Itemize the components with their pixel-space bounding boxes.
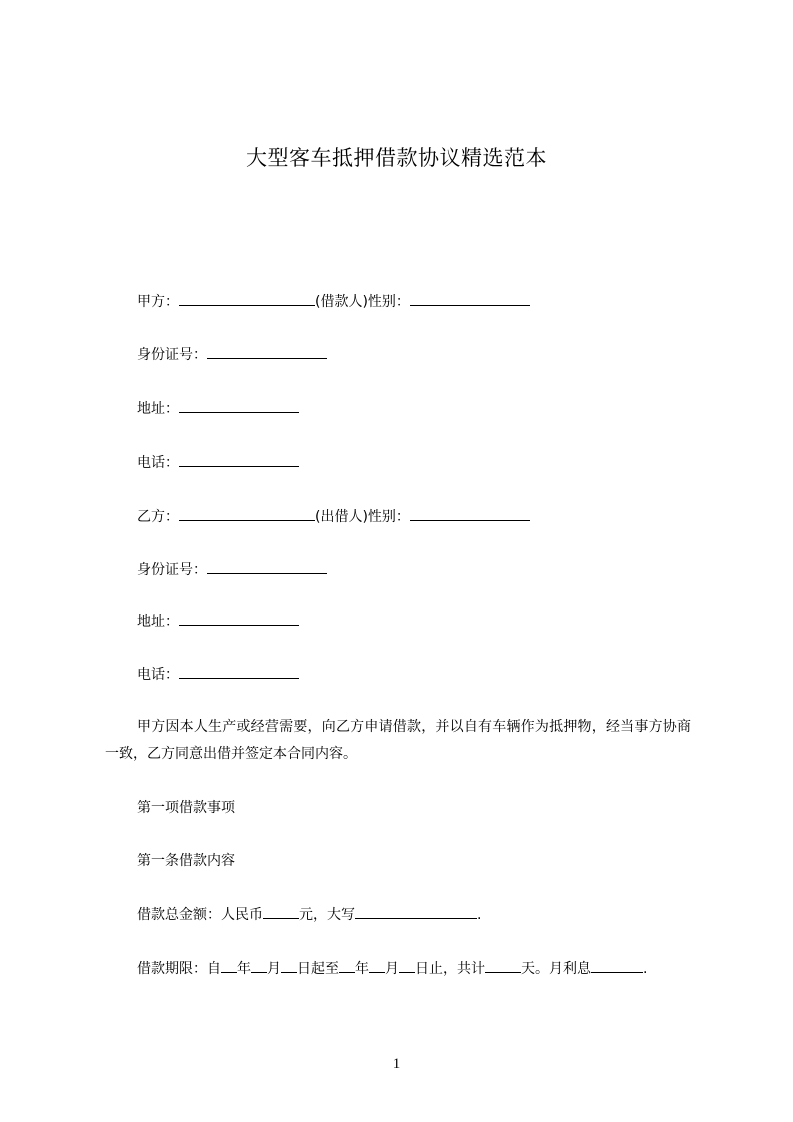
party-a-id-line [137,345,327,364]
page-title: 大型客车抵押借款协议精选范本 [246,146,547,170]
party-a-phone-line [137,453,299,472]
party-b-id-blank [207,560,327,574]
start-day-blank [281,959,297,973]
section-heading: 第一项借款事项 [137,800,235,816]
monthly-interest-blank [591,959,643,973]
start-year-blank [221,959,237,973]
start-year-label: 年 [237,961,251,977]
party-a-phone-blank [179,453,299,467]
loan-amount-end: . [477,907,482,923]
party-a-name-blank [179,292,315,306]
loan-amount-unit: 元，大写 [299,907,355,923]
end-year-blank [339,959,355,973]
loan-amount-words-blank [355,905,477,919]
start-day-label: 日起至 [297,961,339,977]
party-b-address-blank [179,612,299,626]
party-b-phone-blank [179,665,299,679]
party-b-name-label: 乙方： [137,509,179,525]
party-b-gender-blank [410,507,530,521]
loan-term-line [137,959,647,978]
loan-term-end: . [643,961,648,977]
end-day-blank [399,959,415,973]
loan-amount-label: 借款总金额：人民币 [137,907,263,923]
party-a-name-label: 甲方： [137,294,179,310]
party-b-phone-line [137,665,299,684]
party-b-address-label: 地址： [137,614,179,630]
party-b-name-line [137,507,530,526]
party-b-role-label: (出借人)性别： [315,509,410,525]
loan-amount-line [137,905,481,924]
party-b-name-blank [179,507,315,521]
party-a-address-label: 地址： [137,401,179,417]
party-a-gender-blank [410,292,530,306]
party-a-address-blank [179,399,299,413]
end-month-label: 月 [385,961,399,977]
party-a-role-label: (借款人)性别： [315,294,410,310]
party-b-id-label: 身份证号： [137,562,207,578]
party-a-phone-label: 电话： [137,455,179,471]
end-month-blank [369,959,385,973]
page-number: 1 [392,1056,401,1072]
start-month-blank [251,959,267,973]
intro-paragraph: 甲方因本人生产或经营需要，向乙方申请借款，并以自有车辆作为抵押物，经当事方协商一致，乙方同意出借并签定本合同内容。 [105,719,691,762]
end-year-label: 年 [355,961,369,977]
loan-amount-blank [263,905,299,919]
party-b-address-line [137,612,299,631]
party-b-phone-label: 电话： [137,667,179,683]
party-a-id-blank [207,345,327,359]
total-days-blank [485,959,521,973]
party-a-address-line [137,399,299,418]
days-unit-label: 天。月利息 [521,961,591,977]
end-day-label: 日止，共计 [415,961,485,977]
start-month-label: 月 [267,961,281,977]
party-b-id-line [137,560,327,579]
party-a-id-label: 身份证号： [137,347,207,363]
article-heading: 第一条借款内容 [137,853,235,869]
party-a-name-line [137,292,530,311]
loan-term-label: 借款期限：自 [137,961,221,977]
